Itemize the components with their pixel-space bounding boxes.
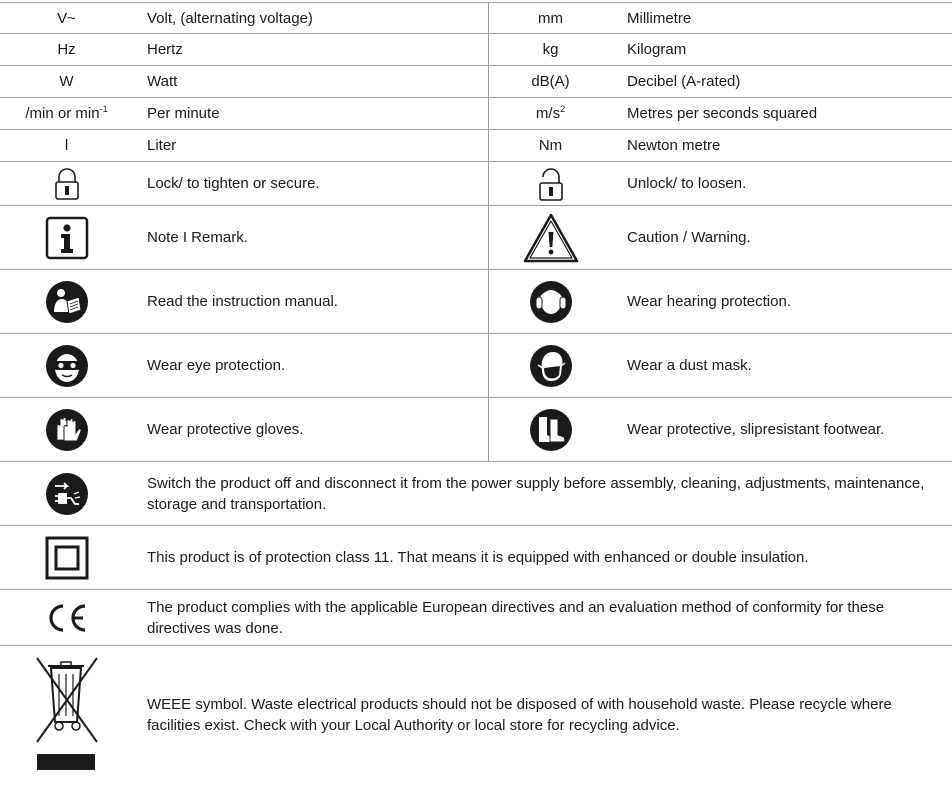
unit-symbol: kg <box>542 41 559 58</box>
symbol-description: The product complies with the applicable European directives and an evaluation method of conformity for these directives was done. <box>147 598 885 637</box>
table-row <box>0 270 952 334</box>
unit-symbol: $m/s^2$ <box>535 104 566 122</box>
lock-icon <box>0 162 133 205</box>
ce-mark-icon <box>0 590 133 645</box>
unit-description: Per minute <box>147 105 220 122</box>
unplug-icon <box>0 462 133 525</box>
unit-symbol: /min or $\min^{-1}$ <box>25 104 108 122</box>
read-manual-icon <box>0 270 133 333</box>
table-row <box>0 162 952 206</box>
unit-description: Kilogram <box>627 41 687 58</box>
unit-symbol: mm <box>538 9 563 27</box>
protection-class-ii-icon <box>0 526 133 589</box>
unit-description: Watt <box>147 73 178 90</box>
table-row <box>0 462 952 526</box>
symbol-description: Lock/ to tighten or secure. <box>147 175 320 192</box>
table-row <box>0 34 952 66</box>
unit-symbol: Hz <box>57 41 76 58</box>
table-row <box>0 2 952 34</box>
table-row <box>0 398 952 462</box>
unit-description: Liter <box>147 137 177 154</box>
symbol-description: This product is of protection class 11. That means it is equipped with enhanced or double insulation. <box>147 549 809 566</box>
boots-icon <box>488 398 613 461</box>
unit-symbol: dB(A) <box>531 73 570 90</box>
symbol-description: Wear hearing protection. <box>627 293 791 310</box>
symbol-description: Read the instruction manual. <box>147 293 338 310</box>
symbol-description: Wear a dust mask. <box>627 357 752 374</box>
table-row <box>0 526 952 590</box>
symbol-description: Unlock/ to loosen. <box>627 175 747 192</box>
table-row <box>0 646 952 806</box>
symbol-description: Switch the product off and disconnect it from the power supply before assembly, cleaning, adjustments, maintenance, storage and transportation. <box>147 474 925 513</box>
unit-symbol: l <box>64 137 69 154</box>
symbol-description: Wear protective, slipresistant footwear. <box>627 421 885 438</box>
symbol-description: Wear eye protection. <box>147 357 286 374</box>
unit-description: Newton metre <box>627 137 721 154</box>
info-note-icon <box>0 206 133 269</box>
symbol-description: Wear protective gloves. <box>147 421 304 438</box>
unit-description: Hertz <box>147 41 183 58</box>
dust-mask-icon <box>488 334 613 397</box>
table-row <box>0 130 952 162</box>
unit-symbol: Nm <box>538 137 563 154</box>
table-row <box>0 98 952 130</box>
symbol-description: Note I Remark. <box>147 229 248 246</box>
unit-symbol: V~ <box>57 9 76 27</box>
unlock-icon <box>488 162 613 205</box>
table-row <box>0 66 952 98</box>
gloves-icon <box>0 398 133 461</box>
table-row <box>0 206 952 270</box>
unit-description: Metres per seconds squared <box>627 105 818 122</box>
hearing-protection-icon <box>488 270 613 333</box>
symbol-description: Caution / Warning. <box>627 229 751 246</box>
unit-description: Volt, (alternating voltage) <box>147 9 313 27</box>
unit-description: Millimetre <box>627 9 692 27</box>
table-row <box>0 590 952 646</box>
eye-protection-icon <box>0 334 133 397</box>
unit-description: Decibel (A-rated) <box>627 73 741 90</box>
symbol-description: WEEE symbol. Waste electrical products should not be disposed of with household waste. Please recycle where facilities exist. Check with your Local Authority or local store for recycling advice. <box>147 696 892 734</box>
unit-symbol: W <box>59 73 74 90</box>
table-row <box>0 334 952 398</box>
warning-triangle-icon <box>488 206 613 269</box>
weee-bin-icon <box>0 646 133 806</box>
